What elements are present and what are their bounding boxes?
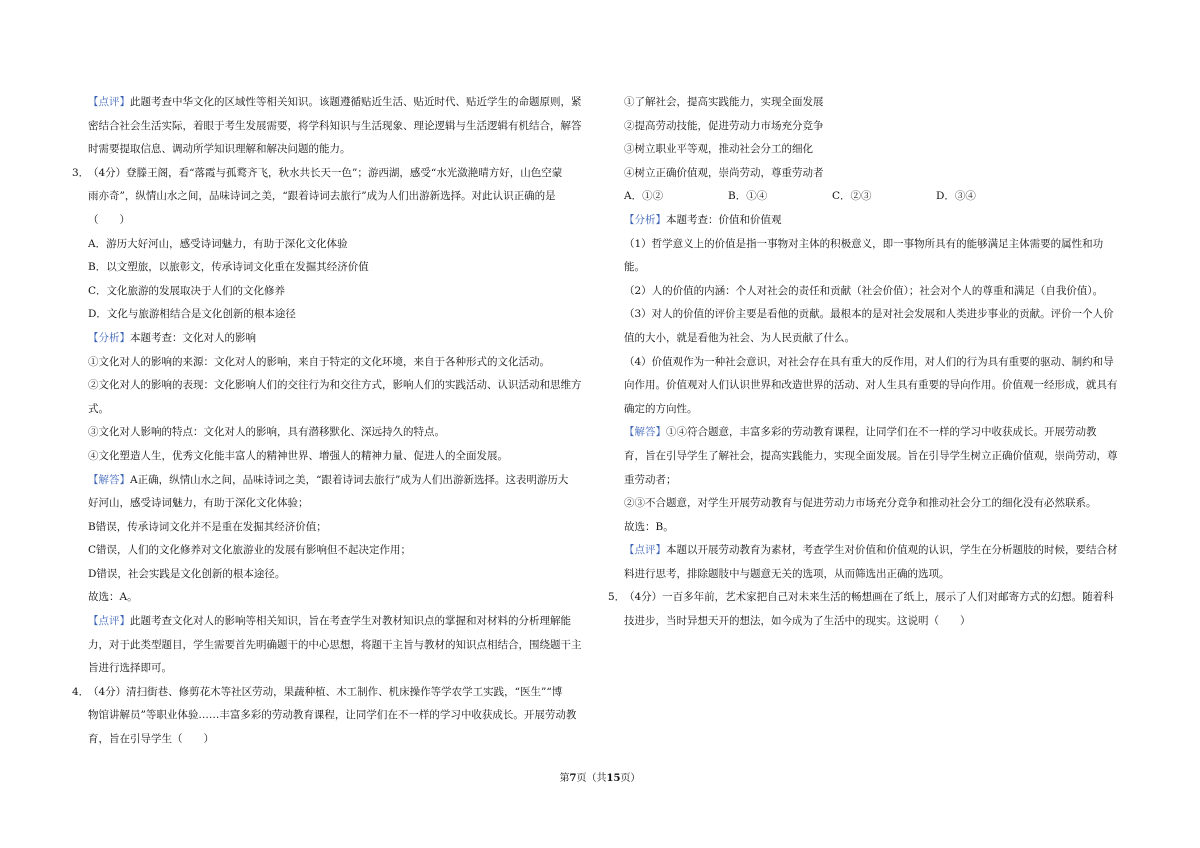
text-line xyxy=(88,303,613,327)
text-line xyxy=(88,256,613,280)
section-tag: 【点评】 xyxy=(88,615,130,628)
line-text: 力，对于此类型题目，学生需要首先明确题干的中心思想，将题干主旨与教材的知识点相结合，围绕题干主 xyxy=(88,638,582,651)
text-line xyxy=(88,327,613,351)
line-text: 值的大小，就是看他为社会、为人民贡献了什么。 xyxy=(624,331,855,344)
line-text: 重劳动者； xyxy=(624,473,677,486)
line-text: 育，旨在引导学生（ ） xyxy=(88,733,214,746)
line-text: （3）对人的价值的评价主要是看他的贡献。最根本的是对社会发展和人类进步事业的贡献。评价一个人价 xyxy=(624,308,1114,321)
text-line xyxy=(88,657,613,681)
line-text: ①文化对人的影响的来源：文化对人的影响，来自于特定的文化环境，来自于各种形式的文化活动。 xyxy=(88,355,550,368)
text-line xyxy=(624,138,1149,162)
text-line xyxy=(88,233,613,257)
text-line xyxy=(624,516,1149,540)
line-text: 料进行思考，排除题肢中与题意无关的选项，从而筛选出正确的选项。 xyxy=(624,567,950,580)
line-text: B．以文塑旅，以旅彰文，传承诗词文化重在发掘其经济价值 xyxy=(88,261,369,274)
section-tag: 【分析】 xyxy=(88,331,130,344)
text-line xyxy=(624,421,1149,445)
text-line xyxy=(88,185,613,209)
text-line xyxy=(624,351,1149,375)
text-line xyxy=(624,492,1149,516)
text-line xyxy=(624,563,1149,587)
answer-options xyxy=(624,185,1149,209)
footer-page-number: 7 xyxy=(569,773,577,784)
line-text: B错误，传承诗词文化并不是重在发掘其经济价值； xyxy=(88,520,327,533)
text-line xyxy=(88,209,613,233)
text-line xyxy=(88,516,613,540)
line-text: 好河山，感受诗词魅力，有助于深化文化体验； xyxy=(88,497,309,510)
text-line xyxy=(72,162,613,186)
line-text: 式。 xyxy=(88,402,109,415)
text-line xyxy=(624,610,1149,634)
text-line xyxy=(624,280,1149,304)
line-text: 本题考查：文化对人的影响 xyxy=(130,331,256,344)
section-tag: 【分析】 xyxy=(624,213,666,226)
text-line xyxy=(88,351,613,375)
text-line xyxy=(88,280,613,304)
section-tag: 【点评】 xyxy=(624,544,666,557)
line-text: （2）人的价值的内涵：个人对社会的责任和贡献（社会价值）；社会对个人的尊重和满足（自我价值）。 xyxy=(624,284,1104,297)
text-line xyxy=(624,539,1149,563)
text-line xyxy=(88,728,613,752)
line-text: （4分）一百多年前，艺术家把自己对未来生活的畅想画在了纸上，展示了人们对邮寄方式的幻想。随着科 xyxy=(624,591,1114,604)
text-line xyxy=(624,374,1149,398)
line-text: ②提高劳动技能，促进劳动力市场充分竞争 xyxy=(624,119,824,132)
line-text: 密结合社会生活实际，着眼于考生发展需要，将学科知识与生活现象、理论逻辑与生活逻辑有机结合，解答 xyxy=(88,119,582,132)
text-line xyxy=(72,681,613,705)
line-text: （ ） xyxy=(88,213,130,226)
text-line xyxy=(624,162,1149,186)
text-line xyxy=(624,233,1149,257)
text-line xyxy=(88,563,613,587)
line-text: 旨进行选择即可。 xyxy=(88,662,172,675)
text-line xyxy=(624,115,1149,139)
line-text: 物馆讲解员”等职业体验……丰富多彩的劳动教育课程，让同学们在不一样的学习中收获成长。开展劳动教 xyxy=(88,709,577,722)
line-text: C．文化旅游的发展取决于人们的文化修养 xyxy=(88,284,286,297)
text-line xyxy=(624,303,1149,327)
text-line xyxy=(88,610,613,634)
footer-total-pages: 15 xyxy=(606,773,621,784)
answer-option: A．①② xyxy=(624,190,664,203)
text-line xyxy=(624,445,1149,469)
text-line xyxy=(88,586,613,610)
text-line xyxy=(88,138,613,162)
line-text: ③文化对人影响的特点：文化对人的影响，具有潜移默化、深远持久的特点。 xyxy=(88,426,445,439)
footer-mid: 页（共 xyxy=(576,773,607,784)
answer-option: C．②③ xyxy=(832,190,872,203)
line-text: ①了解社会，提高实践能力，实现全面发展 xyxy=(624,96,824,108)
text-line xyxy=(88,445,613,469)
section-tag: 【解答】 xyxy=(88,473,130,486)
text-line xyxy=(624,327,1149,351)
line-text: 本题考查：价值和价值观 xyxy=(666,213,782,226)
line-text: 故选：A。 xyxy=(88,591,138,604)
line-text: 此题考查中华文化的区域性等相关知识。该题遵循贴近生活、贴近时代、贴近学生的命题原则，紧 xyxy=(130,96,582,108)
text-line xyxy=(88,704,613,728)
line-text: ③树立职业平等观，推动社会分工的细化 xyxy=(624,143,813,156)
line-text: 此题考查文化对人的影响等相关知识，旨在考查学生对教材知识点的掌握和对材料的分析理解能 xyxy=(130,615,571,628)
line-text: （4分）清扫街巷、修剪花木等社区劳动，果蔬种植、木工制作、机床操作等学农学工实践，“医生”“博 xyxy=(88,685,563,698)
text-line xyxy=(624,91,1149,115)
line-text: A．游历大好河山，感受诗词魅力，有助于深化文化体验 xyxy=(88,237,348,250)
page-footer xyxy=(0,772,1200,786)
line-text: ④树立正确价值观，崇尚劳动，尊重劳动者 xyxy=(624,166,824,179)
line-text: 确定的方向性。 xyxy=(624,402,698,415)
question-number: 3． xyxy=(72,166,90,179)
line-text: （1）哲学意义上的价值是指一事物对主体的积极意义，即一事物所具有的能够满足主体需要的属性和功 xyxy=(624,237,1104,250)
answer-option: B．①④ xyxy=(728,190,768,203)
line-text: ①④符合题意，丰富多彩的劳动教育课程，让同学们在不一样的学习中收获成长。开展劳动教 xyxy=(666,426,1097,439)
line-text: 时需要提取信息、调动所学知识理解和解决问题的能力。 xyxy=(88,143,351,156)
line-text: A正确，纵情山水之间，品味诗词之美，“跟着诗词去旅行”成为人们出游新选择。这表明游历大 xyxy=(130,473,569,486)
left-column xyxy=(72,91,613,752)
text-line xyxy=(88,115,613,139)
question-number: 4． xyxy=(72,685,90,698)
line-text: C错误，人们的文化修养对文化旅游业的发展有影响但不起决定作用； xyxy=(88,544,412,557)
text-line xyxy=(624,398,1149,422)
text-line xyxy=(624,209,1149,233)
text-line xyxy=(88,492,613,516)
line-text: 育，旨在引导学生了解社会，提高实践能力，实现全面发展。旨在引导学生树立正确价值观，崇尚劳动，尊 xyxy=(624,449,1118,462)
line-text: ②③不合题意，对学生开展劳动教育与促进劳动力市场充分竞争和推动社会分工的细化没有必然联系。 xyxy=(624,497,1097,510)
line-text: 能。 xyxy=(624,261,645,274)
text-line xyxy=(624,469,1149,493)
line-text: D．文化与旅游相结合是文化创新的根本途径 xyxy=(88,308,296,321)
text-line xyxy=(88,91,613,115)
section-tag: 【点评】 xyxy=(88,96,130,108)
line-text: 雨亦奇”，纵情山水之间，品味诗词之美，“跟着诗词去旅行”成为人们出游新选择。对此认识正确的是 xyxy=(88,190,556,203)
right-column xyxy=(608,91,1149,634)
text-line xyxy=(88,539,613,563)
text-line xyxy=(624,256,1149,280)
line-text: 故选：B。 xyxy=(624,520,674,533)
line-text: （4）价值观作为一种社会意识，对社会存在具有重大的反作用，对人们的行为具有重要的驱动、制约和导 xyxy=(624,355,1114,368)
line-text: ④文化塑造人生，优秀文化能丰富人的精神世界、增强人的精神力量、促进人的全面发展。 xyxy=(88,449,508,462)
text-line xyxy=(88,634,613,658)
line-text: 本题以开展劳动教育为素材，考查学生对价值和价值观的认识，学生在分析题肢的时候，要结合材 xyxy=(666,544,1118,557)
text-line xyxy=(88,421,613,445)
footer-prefix: 第 xyxy=(559,773,570,784)
question-number: 5． xyxy=(608,591,626,604)
line-text: 技进步，当时异想天开的想法，如今成为了生活中的现实。这说明（ ） xyxy=(624,615,971,628)
text-line xyxy=(608,586,1149,610)
answer-option: D．③④ xyxy=(936,190,976,203)
text-line xyxy=(88,469,613,493)
line-text: ②文化对人的影响的表现：文化影响人们的交往行为和交往方式，影响人们的实践活动、认识活动和思维方 xyxy=(88,379,582,392)
text-line xyxy=(88,374,613,398)
line-text: 向作用。价值观对人们认识世界和改造世界的活动、对人生具有重要的导向作用。价值观一经形成，就具有 xyxy=(624,379,1118,392)
section-tag: 【解答】 xyxy=(624,426,666,439)
footer-suffix: 页） xyxy=(620,773,641,784)
line-text: D错误，社会实践是文化创新的根本途径。 xyxy=(88,567,286,580)
text-line xyxy=(88,398,613,422)
line-text: （4分）登滕王阁，看“落霞与孤鹜齐飞，秋水共长天一色”；游西湖，感受“水光潋滟晴方好，山色空蒙 xyxy=(88,166,563,179)
